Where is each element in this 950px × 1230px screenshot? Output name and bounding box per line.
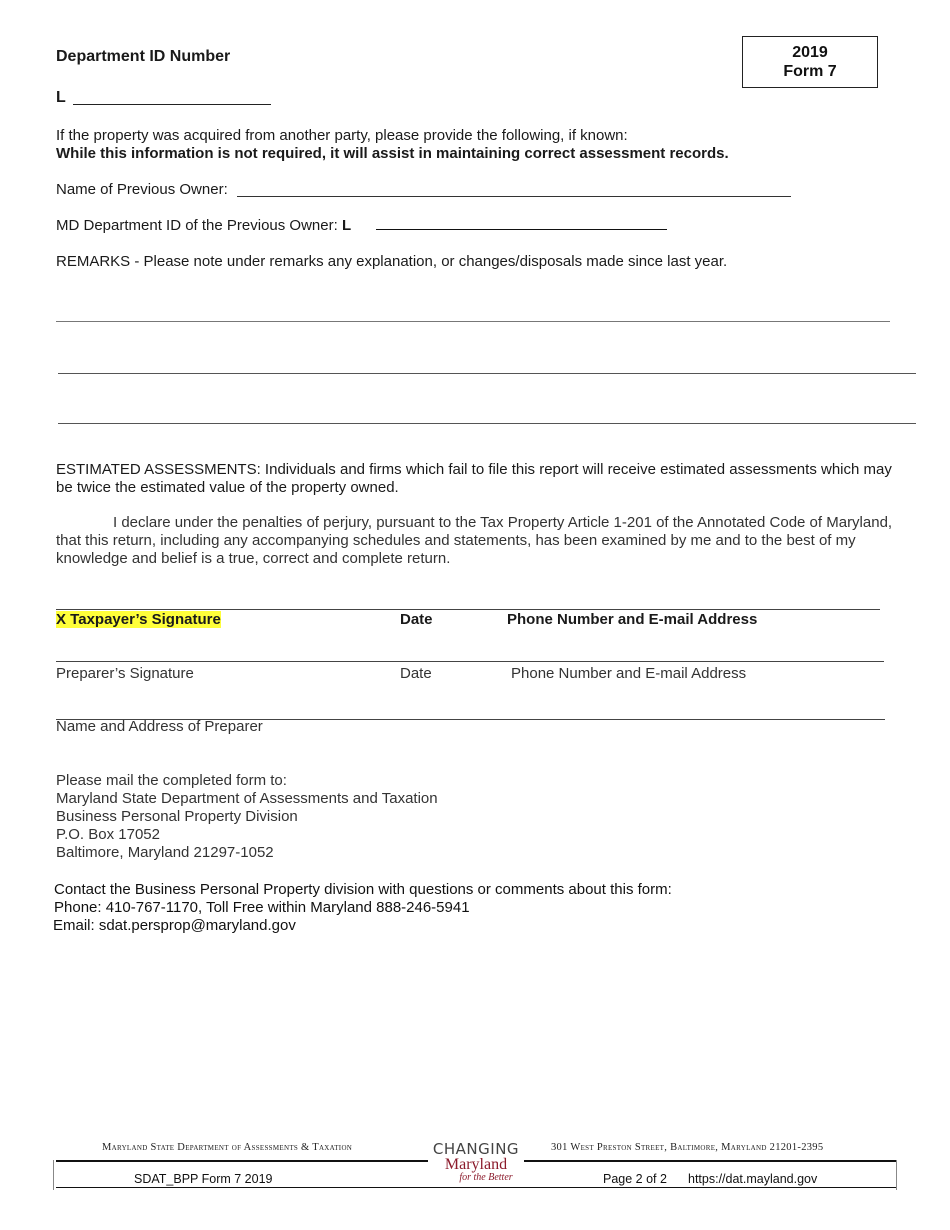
footer-right-edge <box>896 1160 897 1190</box>
changing-maryland-logo <box>428 1141 524 1183</box>
mail-block <box>56 772 438 862</box>
remarks-line-3[interactable] <box>58 423 916 424</box>
footer-page-number: Page 2 of 2 <box>603 1172 667 1186</box>
acquired-intro: If the property was acquired from another party, please provide the following, if known: <box>56 127 628 144</box>
preparer-name-label: Name and Address of Preparer <box>56 718 263 735</box>
prev-owner-id-input-line[interactable] <box>376 229 667 230</box>
taxpayer-signature-line[interactable] <box>56 609 880 610</box>
contact-email: Email: sdat.persprop@maryland.gov <box>53 917 296 934</box>
footer-rule-left <box>56 1160 428 1162</box>
taxpayer-signature-label: X Taxpayer’s Signature <box>56 611 221 628</box>
preparer-signature-line[interactable] <box>56 661 884 662</box>
mail-line: Baltimore, Maryland 21297-1052 <box>56 844 274 861</box>
footer-url: https://dat.mayland.gov <box>688 1172 818 1186</box>
estimated-assessments-text: ESTIMATED ASSESSMENTS: Individuals and firms which fail to file this report will receive estimated assessments which may be twice the estimated value of the property owned. <box>56 461 892 496</box>
remarks-line-1[interactable] <box>56 321 890 322</box>
footer-agency: Maryland State Department of Assessments & Taxation <box>102 1142 353 1153</box>
preparer-date-label: Date <box>400 665 432 682</box>
prev-owner-id-label: MD Department ID of the Previous Owner: <box>56 217 338 234</box>
mail-line: Maryland State Department of Assessments and Taxation <box>56 790 438 807</box>
footer-rule-bottom <box>56 1187 896 1188</box>
mail-line: P.O. Box 17052 <box>56 826 160 843</box>
remarks-line-2[interactable] <box>58 373 916 374</box>
acquired-note: While this information is not required, it will assist in maintaining correct assessment records. <box>56 145 729 162</box>
dept-id-label: Department ID Number <box>56 48 231 65</box>
prev-owner-id-line <box>56 217 351 234</box>
logo-top-text: CHANGING <box>432 1140 520 1158</box>
contact-heading: Contact the Business Personal Property division with questions or comments about this form: <box>54 881 672 898</box>
logo-mid-text: Maryland <box>444 1156 508 1173</box>
mail-heading: Please mail the completed form to: <box>56 772 287 789</box>
prev-owner-label: Name of Previous Owner: <box>56 181 228 198</box>
footer-left-edge <box>53 1160 54 1190</box>
taxpayer-phone-label: Phone Number and E-mail Address <box>507 611 758 628</box>
prev-owner-id-prefix: L <box>341 217 352 234</box>
taxpayer-date-label: Date <box>400 611 433 628</box>
contact-block <box>54 881 672 935</box>
footer-rule-right <box>524 1160 896 1162</box>
contact-phone: Phone: 410-767-1170, Toll Free within Maryland 888-246-5941 <box>54 899 470 916</box>
form-name: Form 7 <box>783 63 837 80</box>
footer-address: 301 West Preston Street, Baltimore, Maryland 21201-2395 <box>551 1142 824 1153</box>
prev-owner-input-line[interactable] <box>237 196 791 197</box>
dept-id-prefix: L <box>56 89 66 106</box>
form-id-box <box>742 36 878 88</box>
logo-bottom-text: for the Better <box>459 1172 513 1183</box>
dept-id-input-line[interactable] <box>73 104 271 105</box>
form-year: 2019 <box>792 44 828 61</box>
remarks-label: REMARKS - Please note under remarks any explanation, or changes/disposals made since last year. <box>56 253 728 270</box>
preparer-signature-label: Preparer’s Signature <box>56 665 194 682</box>
declaration-text: I declare under the penalties of perjury, pursuant to the Tax Property Article 1-201 of the Annotated Code of Maryland, that this return, including any accompanying schedules and statements, has been examined by me and to the best of my knowledge and belief is a true, correct and complete return. <box>56 514 893 567</box>
preparer-phone-label: Phone Number and E-mail Address <box>511 665 747 682</box>
mail-line: Business Personal Property Division <box>56 808 298 825</box>
footer-form-code: SDAT_BPP Form 7 2019 <box>134 1172 273 1186</box>
